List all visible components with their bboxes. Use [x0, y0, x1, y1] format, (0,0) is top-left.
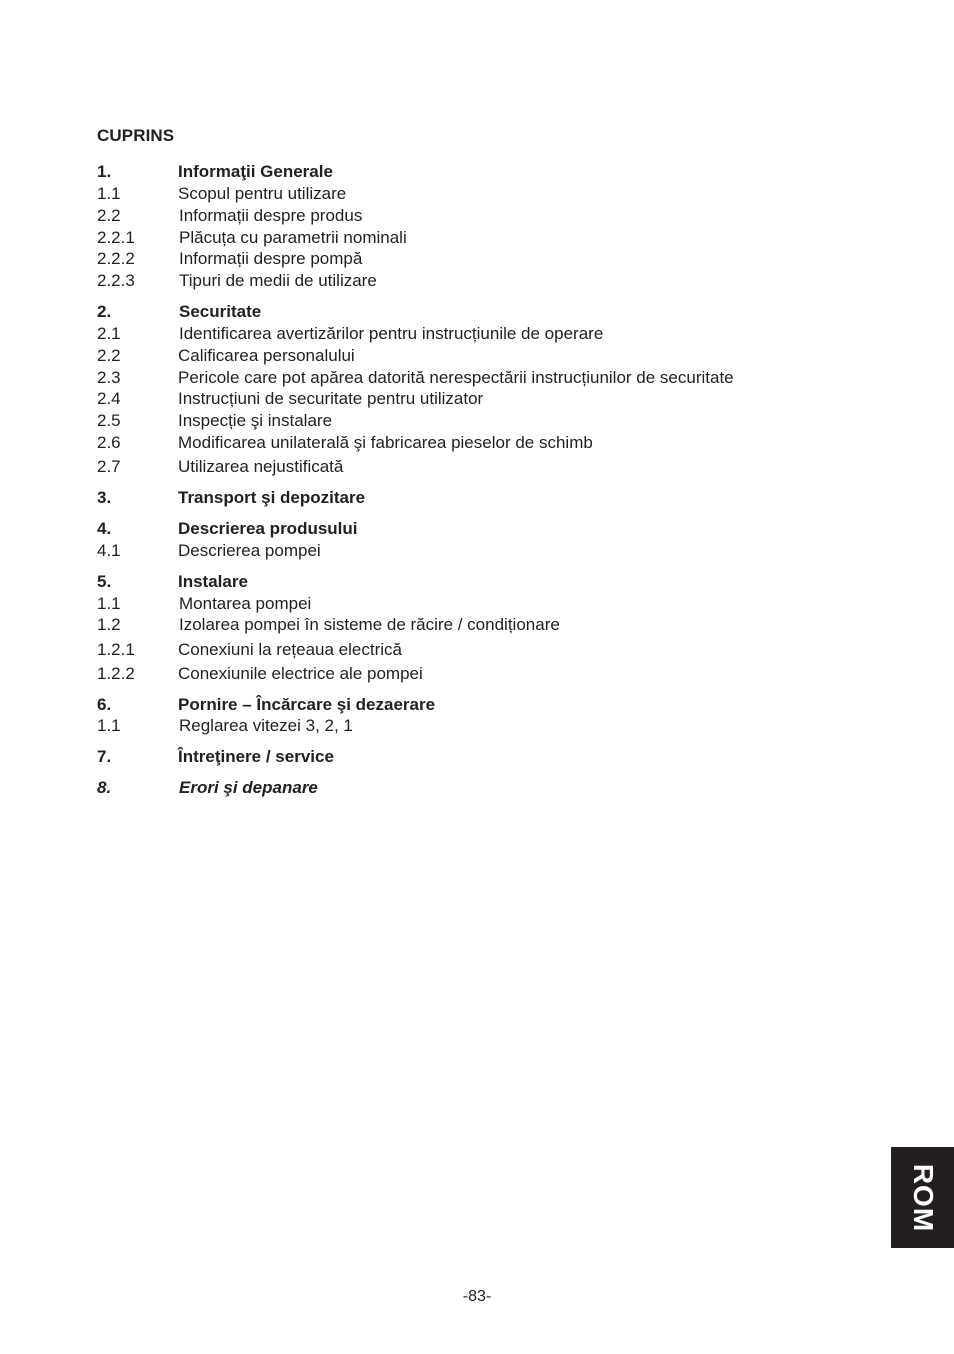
toc-entry-number: 2.4: [97, 389, 121, 408]
toc-entry-title: Întreţinere / service: [178, 747, 334, 766]
toc-entry-title: Scopul pentru utilizare: [178, 184, 347, 203]
toc-entry-title: Inspecție şi instalare: [178, 411, 333, 430]
toc-entry-number: 2.1: [97, 324, 121, 343]
toc-entry-title: Descrierea pompei: [178, 541, 321, 560]
toc-heading: CUPRINS: [97, 126, 175, 145]
language-tab-label: ROM: [907, 1163, 939, 1232]
toc-entry-number: 6.: [97, 695, 112, 714]
toc-entry-title: Conexiuni la rețeaua electrică: [178, 640, 402, 659]
toc-entry-title: Montarea pompei: [179, 594, 312, 613]
toc-entry-title: Pornire – Încărcare şi dezaerare: [178, 695, 436, 714]
toc-entry-title: Descrierea produsului: [178, 519, 358, 538]
toc-entry-number: 3.: [97, 488, 112, 507]
toc-entry-title: Securitate: [179, 302, 262, 321]
toc-entry-title: Instalare: [178, 572, 248, 591]
toc-entry-title: Conexiunile electrice ale pompei: [178, 664, 423, 683]
toc-entry-title: Tipuri de medii de utilizare: [179, 271, 377, 290]
toc-entry-number: 2.2: [97, 206, 121, 225]
toc-entry-number: 1.2: [97, 615, 121, 634]
toc-entry-number: 1.2.2: [97, 664, 135, 683]
toc-entry-number: 4.1: [97, 541, 121, 560]
toc-entry-title: Erori şi depanare: [179, 778, 318, 797]
toc-entry-number: 7.: [97, 747, 112, 766]
toc-entry-title: Identificarea avertizărilor pentru instrucțiunile de operare: [179, 324, 604, 343]
toc-entry-number: 1.1: [97, 184, 121, 203]
toc-entry-title: Calificarea personalului: [178, 346, 355, 365]
toc-entry-number: 2.5: [97, 411, 121, 430]
toc-entry-number: 8.: [97, 778, 112, 797]
toc-entry-title: Informații despre pompă: [179, 249, 363, 268]
toc-entry-title: Transport şi depozitare: [178, 488, 366, 507]
toc-entry-number: 2.2: [97, 346, 121, 365]
toc-entry-title: Utilizarea nejustificată: [178, 457, 344, 476]
toc-entry-number: 1.1: [97, 716, 121, 735]
toc-entry-number: 5.: [97, 572, 112, 591]
toc-entry-number: 1.2.1: [97, 640, 135, 659]
toc-entry-number: 1.1: [97, 594, 121, 613]
toc-entry-number: 2.7: [97, 457, 121, 476]
toc-entry-number: 1.: [97, 162, 112, 181]
toc-entry-number: 2.2.2: [97, 249, 135, 268]
toc-entry-title: Izolarea pompei în sisteme de răcire / condiționare: [179, 615, 560, 634]
toc-entry-title: Informații despre produs: [179, 206, 363, 225]
toc-entry-number: 2.2.3: [97, 271, 135, 290]
toc-entry-number: 2.2.1: [97, 228, 135, 247]
toc-entry-title: Reglarea vitezei 3, 2, 1: [179, 716, 353, 735]
toc-entry-number: 2.6: [97, 433, 121, 452]
toc-entry-title: Informaţii Generale: [178, 162, 333, 181]
toc-entry-number: 2.3: [97, 368, 121, 387]
toc-entry-title: Instrucțiuni de securitate pentru utilizator: [178, 389, 484, 408]
toc-entry-title: Pericole care pot apărea datorită nerespectării instrucțiunilor de securitate: [178, 368, 734, 387]
toc-entry-title: Modificarea unilaterală şi fabricarea pieselor de schimb: [178, 433, 593, 452]
page-number: -83-: [462, 1288, 492, 1305]
toc-entry-number: 4.: [97, 519, 112, 538]
language-tab: [891, 1147, 954, 1248]
toc-entry-number: 2.: [97, 302, 112, 321]
toc-entry-title: Plăcuța cu parametrii nominali: [179, 228, 407, 247]
